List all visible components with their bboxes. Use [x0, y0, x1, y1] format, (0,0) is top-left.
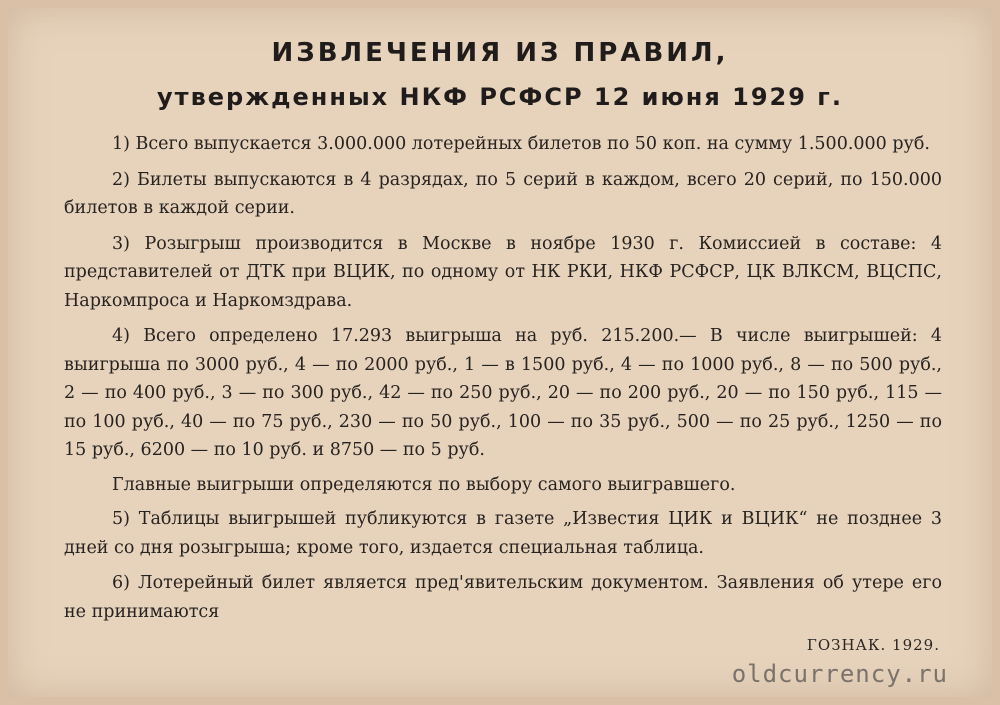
rule-paragraph-5: 5) Таблицы выигрышей публикуются в газете „Известия ЦИК и ВЦИК“ не позднее 3 дней со дня розыгрыша; кроме того, издается специальная таблица. [64, 509, 942, 558]
rule-paragraph-2: 2) Билеты выпускаются в 4 разрядах, по 5 серий в каждом, всего 20 серий, по 150.000 билетов в каждой серии. [64, 169, 942, 218]
rule-paragraph-main-prizes: Главные выигрыши определяются по выбору самого выигравшего. [112, 474, 736, 495]
page-title: ИЗВЛЕЧЕНИЯ ИЗ ПРАВИЛ, [271, 38, 729, 68]
printer-mark: ГОЗНАК. 1929. [806, 636, 940, 654]
rule-paragraph-1: 1) Всего выпускается 3.000.000 лотерейных билетов по 50 коп. на сумму 1.500.000 руб. [112, 134, 930, 154]
rule-paragraph-3: 3) Розыгрыш производится в Москве в ноябре 1930 г. Комиссией в составе: 4 представителей от ДТК при ВЦИК, по одному от НК РКИ, НКФ РСФСР, ЦК ВЛКСМ, ВЦСПС, Наркомпроса и Наркомздрава. [64, 233, 942, 311]
page-subtitle: утвержденных НКФ РСФСР 12 июня 1929 г. [157, 83, 843, 111]
rule-paragraph-6: 6) Лотерейный билет является пред'явительским документом. Заявления об утере его не принимаются [64, 573, 942, 622]
site-watermark: oldcurrency.ru [731, 660, 948, 688]
rules-text [64, 130, 942, 633]
rule-paragraph-4: 4) Всего определено 17.293 выигрыша на руб. 215.200.— В числе выигрышей: 4 выигрыша по 3000 руб., 4 — по 2000 руб., 1 — в 1500 руб., 4 — по 1000 руб., 8 — по 500 руб., 2 — по 400 руб., 3 — по 300 руб., 42 — по 250 руб., 20 — по 200 руб., 20 — по 150 руб., 115 — по 100 руб., 40 — по 75 руб., 230 — по 50 руб., 100 — по 35 руб., 500 — по 25 руб., 1250 — по 15 руб., 6200 — по 10 руб. и 8750 — по 5 руб. [64, 326, 942, 460]
